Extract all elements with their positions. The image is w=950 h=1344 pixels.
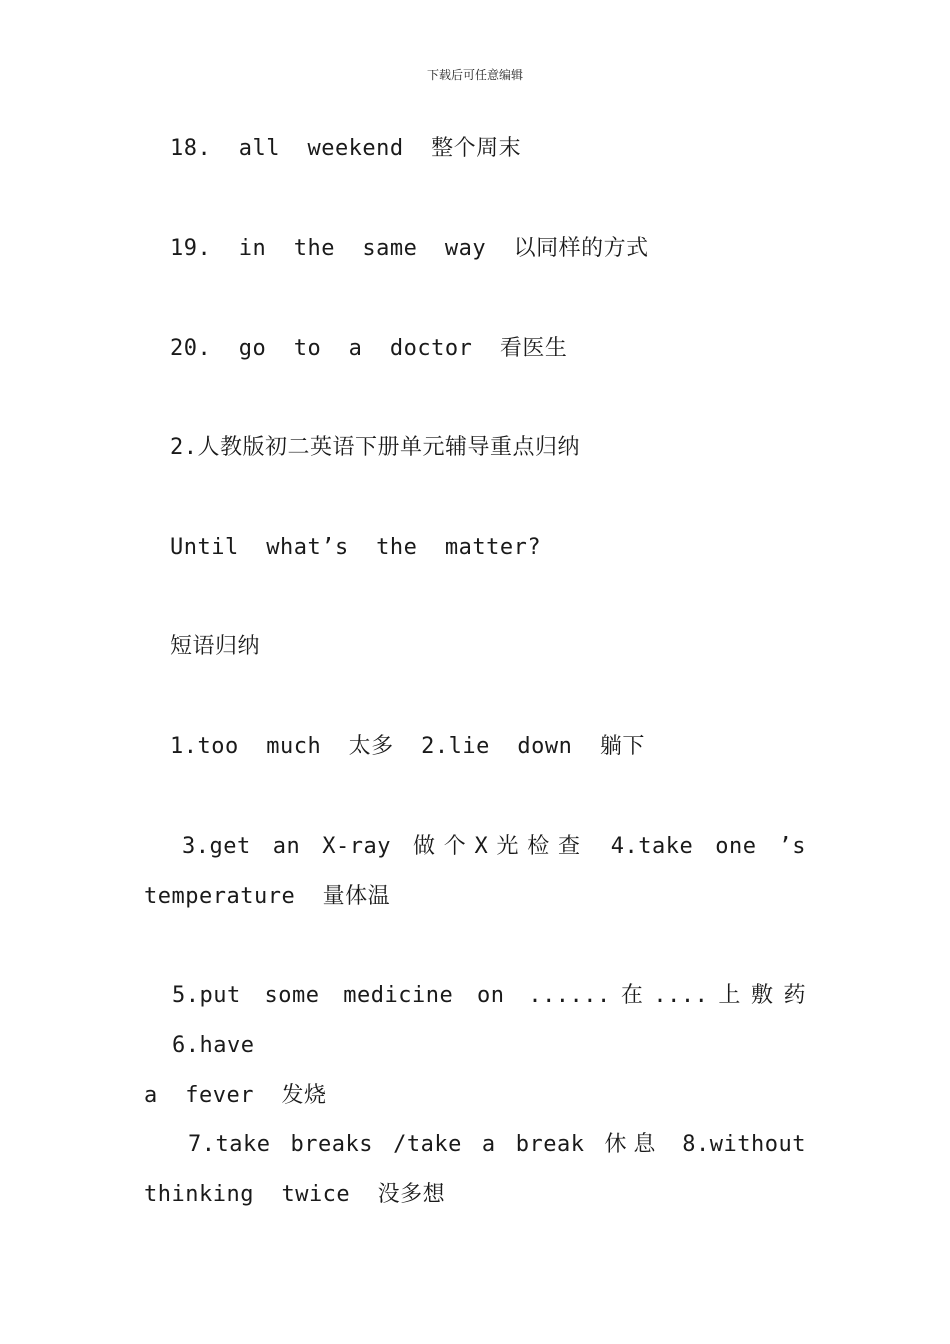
- phrase-paragraph-5-6-line2: a fever 发烧: [144, 1083, 327, 1108]
- phrase-line-20: 20. go to a doctor 看医生: [170, 336, 568, 361]
- phrase-line-19: 19. in the same way 以同样的方式: [170, 236, 649, 261]
- phrase-paragraph-3-4-line1: 3.get an X-ray 做个X光检查 4.take one ’s: [182, 834, 806, 859]
- phrase-paragraph-3-4: [144, 822, 806, 922]
- unit-title: Until what’s the matter?: [170, 535, 542, 560]
- phrase-paragraph-5-6: [144, 971, 806, 1121]
- phrase-line-18: 18. all weekend 整个周末: [170, 136, 522, 161]
- phrase-paragraph-5-6-line1: 5.put some medicine on ......在....上敷药 6.have: [172, 983, 806, 1058]
- phrase-paragraph-3-4-line2: temperature 量体温: [144, 884, 391, 909]
- section-title: 2.人教版初二英语下册单元辅导重点归纳: [170, 435, 580, 460]
- phrase-paragraph-7-8-line2: thinking twice 没多想: [144, 1182, 446, 1207]
- phrase-paragraph-7-8-line1: 7.take breaks /take a break 休息 8.without: [188, 1132, 806, 1157]
- phrase-paragraph-7-8: [144, 1120, 806, 1220]
- phrases-heading: 短语归纳: [170, 634, 261, 659]
- page-header-note: 下载后可任意编辑: [426, 68, 523, 82]
- phrase-line-1-2: 1.too much 太多 2.lie down 躺下: [170, 734, 645, 759]
